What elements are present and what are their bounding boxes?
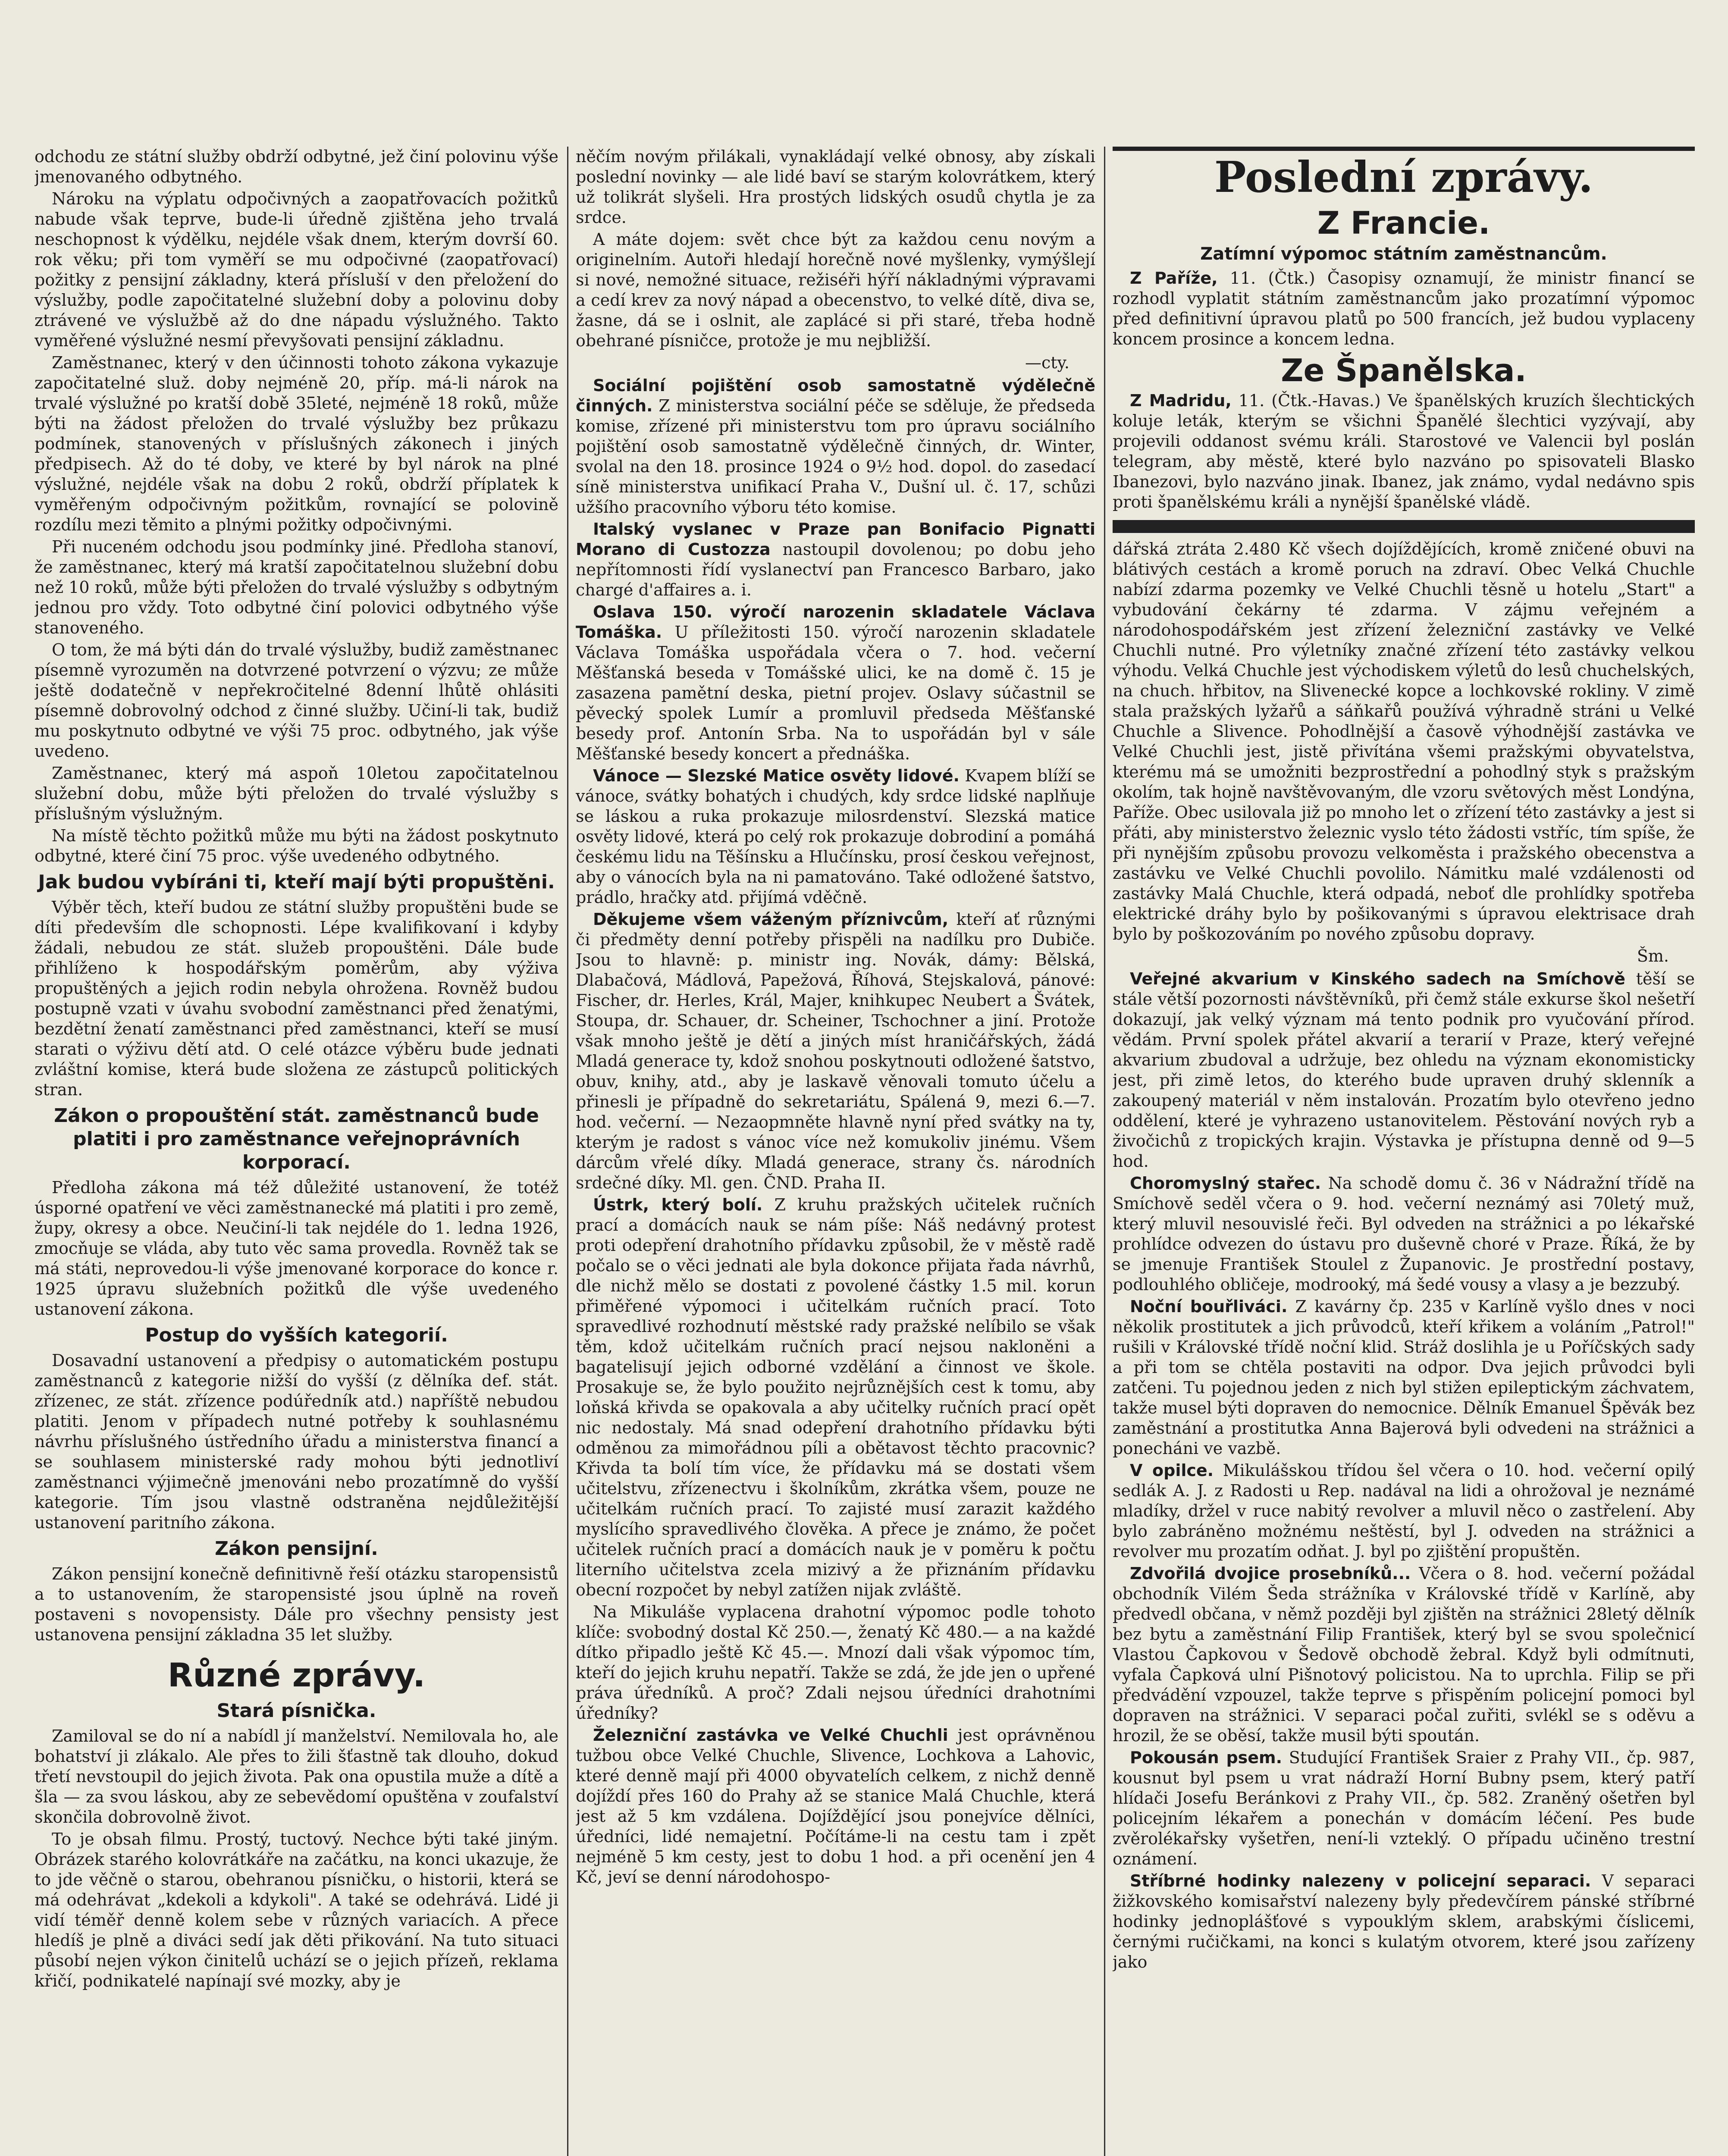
section-text: Předloha zákona má též důležité ustanovení, že totéž úsporné opatření ve věci zaměstnanecké má platiti i pro země, župy, okresy a obce. Neučiní-li tak nejdéle do 1. ledna 1926, zmocňuje se vláda, aby tuto věc sama provedla. Rovněž tak se má státi, neprovedou-li výše jmenované korporace do konce r. 1925 úpravu služebních požitků dle výše uvedeného ustanovení zákona. [34, 1178, 558, 1319]
author-signature: Šm. [1637, 946, 1669, 965]
article-text: Zamiloval se do ní a nabídl jí manželství. Nemilovala ho, ale bohatství ji zlákalo. Ale přes to žili šťastně tak dlouho, dokud třetí nevstoupil do jejich života. Pak ona opustila muže a dítě a šla — za svou láskou, aby ze sebevědomí opuštěna v zoufalství skončila dobrovolně život. [34, 1727, 558, 1827]
column-1 [34, 147, 558, 2156]
section-text: Dosavadní ustanovení a předpisy o automatickém postupu zaměstnanců z kategorie nižší do vyšší (z dělníka def. stát. zřízenec, ze stát. zřízence podúředník atd.) napříště nebudou platiti. Jenom v případech nutné potřeby k souhlasnému návrhu příslušného ústředního úřadu a ministerstva financí a se souhlasem ministerské rady mohou býti jednotliví zaměstnanci výjimečně jmenováni nebo prozatímně do vyšší kategorie. Tím jsou vlastně odstraněna nejdůležitější ustanovení paritního zákona. [34, 1351, 558, 1532]
news-item-text: Mikulášskou třídou šel včera o 10. hod. večerní opilý sedlák A. J. z Radosti u Rep. nadával na lidi a ohrožoval je neznámé mladíky, držel v ruce nabitý revolver a mluvil něco o zastřelení. Aby bylo zabráněno možnému neštěstí, byl J. odveden na strážnici a revolver mu prozatím odňat. J. byl po zjištění propuštěn. [1113, 1461, 1695, 1561]
news-item [1113, 1564, 1695, 1746]
dateline: Z Paříže, [1130, 269, 1218, 288]
news-item-text: kteří ať různými či předměty denní potřeby přispěli na nadílku pro Dubiče. Jsou to hlavně: p. ministr ing. Novák, dámy: Bělská, Dlabačová, Mádlová, Papežová, Říhová, Stejskalová, pánové: Fischer, dr. Herles, Král, Majer, knihkupec Neubert a Švátek, Stoupa, dr. Schauer, dr. Scheiner, Tschochner a jiní. Protože však mnoho ještě je dětí a jiných míst hraničářských, žádá Mladá generace ty, kdož snohou poskytnouti odložené šatstvo, obuv, knihy, atd., aby je laskavě věnovali tomuto účelu a přinesli je případně do sekretariátu, Spálená 9, mezi 6.—7. hod. večerní. — Nezaopmněte hlavně nyní před svátky na ty, kterým je radost s vánoc více než komukoliv jinému. Všem dárcům vřelé díky. Mladá generace, strany čs. národních srdečné díky. Ml. gen. ČND. Praha II. [576, 910, 1095, 1192]
news-item-lead: Sociální pojištění osob samostatně výdělečně činných. [576, 376, 1095, 415]
news-item-text: Z ministerstva sociální péče se sděluje, že předseda komise, zřízené při ministerstvu tom pro úpravu sociálního pojištění osob samostatně výdělečně činných, dr. Winter, svolal na den 18. prosince 1924 o 9½ hod. dopol. do zasedací síně ministerstva unifikací Praha V., Dušní ul. č. 17, schůzi užšího pracovního výboru této komise. [576, 396, 1095, 517]
news-item-text: 11. (Čtk.) Časopisy oznamují, že ministr financí se rozhodl vyplatit státním zaměstnancům jako prozatímní výpomoc před definitivní úpravou platů po 500 francích, jež budou vyplaceny koncem prosince a koncem ledna. [1113, 269, 1695, 348]
news-item [1113, 1173, 1695, 1295]
news-item [576, 1602, 1095, 1724]
news-item [1113, 969, 1695, 1172]
news-item-text: Z kavárny čp. 235 v Karlíně vyšlo dnes v noci několik prostitutek a jich průvodců, kteří křikem a voláním „Patrol!" rušili v Královské třídě noční klid. Stráž doslihla je u Poříčských sady a při tom se chtěla postaviti na odpor. Dva jejich průvodci byli zatčeni. Tu pojednou jeden z nich byl stižen epileptickým záchvatem, takže musel býti dopraven do nemocnice. Dělník Emanuel Špěvák bez zaměstnání a prostitutka Anna Bajerová byli odvedeni na strážnici a ponecháni ve vazbě. [1113, 1297, 1695, 1458]
news-item [1113, 268, 1695, 349]
news-item-lead: V opilce. [1130, 1461, 1214, 1480]
country-heading: Ze Španělska. [1281, 352, 1527, 389]
column-divider [567, 147, 568, 2156]
intro-paragraph: Zaměstnanec, který v den účinnosti tohoto zákona vykazuje započitatelné služ. doby nejméně 20, příp. má-li nárok na trvalé výslužné po kratší době 35leté, nejméně 18 roků, může býti na žádost přeložen do trvalé výslužby bez průkazu podmínek, stanovených v příslušných zákonech i jiných předpisech. Až do té doby, ve které by byl nárok na plné výslužné, nejdéle však na dobu 2 roků, obdrží příplatek k vyměřeným odpočivným požitkům, rovnající se polovině rozdílu mezi těmito a plnými požitky odpočivnými. [34, 353, 558, 534]
news-item-lead: Veřejné akvarium v Kinského sadech na Smíchově [1130, 969, 1625, 988]
news-item-text: 11. (Čtk.-Havas.) Ve španělských kruzích šlechtických koluje leták, kterým se všichni Španělé šlechtici vyzývají, aby projevili oddanost svému králi. Starostové ve Valencii byl poslán telegram, aby městě, které bylo nazváno po spisovateli Blasko Ibanezovi, bylo nazváno jinak. Ibanez, jak známo, vydal nedávno spis proti španělskému králi a nynější španělské vládě. [1113, 391, 1695, 511]
intro-paragraph: Nároku na výplatu odpočivných a zaopatřovacích požitků nabude však teprve, bude-li úředně zjištěna jeho trvalá neschopnost k výdělku, nejdéle však dnem, kterým dovrší 60. rok věku; při tom vyměří se mu odpočivné (zaopatřovací) požitky z pensijní základny, která přísluší v den přeložení do výslužby, podle započitatelné služební doby a polovinu doby ztrávené ve výslužbě až do dne nápadu výslužného. Takto vyměřené výslužné nesmí převyšovati pensijní základnu. [34, 189, 558, 350]
intro-paragraph: odchodu ze státní služby obdrží odbytné, jež činí polovinu výše jmenovaného odbytného. [34, 147, 558, 186]
news-item-lead: Ústrk, který bolí. [593, 1195, 763, 1214]
dateline: Z Madridu, [1130, 391, 1232, 410]
news-item-text: Včera o 8. hod. večerní požádal obchodník Vilém Šeda strážníka v Královské třídě v Karlíně, aby předvedl občana, v němž později byl zjištěn na strážnici 28letý dělník bez bytu a zaměstnání Filip František, který byl se svou společnicí Vlastou Čapkovou v Šedově obchodě žebral. Když byli odmítnuti, vyfala Čapková ulní Pišnotový policistou. Na to uprchla. Filip se při předvádění vzpouzel, takže teprve s přispěním policejní pomoci byl dopraven na strážnici. V separaci počal zuřiti, svlékl se s oděvu a hrozil, že se oběsí, takže musil býti spoután. [1113, 1564, 1695, 1745]
news-item-lead: Choromyslný stařec. [1130, 1174, 1321, 1193]
news-item-lead: Pokousán psem. [1130, 1748, 1283, 1767]
section-heading: Postup do vyšších kategorií. [145, 1324, 448, 1346]
newspaper-page [34, 147, 1695, 2156]
news-item-lead: Železniční zastávka ve Velké Chuchli [593, 1726, 948, 1745]
news-item-lead: Italský vyslanec v Praze pan Bonifacio Pignatti Morano di Custozza [576, 520, 1095, 559]
news-item [1113, 1297, 1695, 1459]
section-text: Zákon pensijní konečně definitivně řeší otázku staropensistů a to ustanovením, že staropensisté jsou úplně na roveň postaveni s novopensisty. Dále pro všechny pensisty jest ustanovena pensijní základna 35 let služby. [34, 1564, 558, 1644]
news-item-lead: Noční bouřliváci. [1130, 1297, 1288, 1316]
news-item-text: Na schodě domu č. 36 v Nádražní třídě na Smíchově seděl včera o 9. hod. večerní neznámý asi 70letý muž, který mluvil nesouvislé řeči. Byl odveden na strážnici a po lékařské prohlídce odvezen do ústavu pro duševně choré v Praze. Říká, že by se jmenuje František Stoulel z Županovic. Je prostřední postavy, podlouhlého obličeje, modrooký, má šedé vousy a vlasy a je bezzubý. [1113, 1174, 1695, 1294]
news-item-lead: Stříbrné hodinky nalezeny v policejní separaci. [1130, 1871, 1591, 1890]
news-subheading: Zatímní výpomoc státním zaměstnancům. [1200, 244, 1607, 264]
news-item [1113, 1748, 1695, 1869]
article-text: něčím novým přilákali, vynakládají velké obnosy, aby získali poslední novinky — ale lidé baví se starým kolovrátkem, který už tolikrát slyšeli. Hra prostých lidských osudů chytla je za srdce. [576, 147, 1095, 227]
news-item [576, 519, 1095, 600]
news-item [576, 602, 1095, 764]
news-item-lead: Vánoce — Slezské Matice osvěty lidové. [593, 766, 960, 785]
section-rule [1113, 520, 1695, 533]
section-heading: Jak budou vybíráni ti, kteří mají býti propuštěni. [38, 871, 555, 893]
news-item [576, 766, 1095, 908]
news-item-lead: Oslava 150. výročí narozenin skladatele Václava Tomáška. [576, 602, 1095, 642]
news-item-lead: Zdvořilá dvojice prosebníků... [1130, 1564, 1411, 1583]
column-divider [1104, 147, 1105, 2156]
intro-paragraph: Na místě těchto požitků může mu býti na žádost poskytnuto odbytné, které činí 75 proc. výše uvedeného odbytného. [34, 826, 558, 865]
news-item-text: Kvapem blíží se vánoce, svátky bohatých i chudých, kdy srdce lidské naplňuje se láskou a ruka prokazuje milosrdenství. Slezská matice osvěty lidové, která po celý rok prokazuje dobrodiní a pomáhá českému lidu na Těšínsku a Hlučínsku, prosí českou veřejnost, aby o vánocích byla na ni pamatováno. Také odložené šatstvo, prádlo, hračky atd. přijímá vděčně. [576, 766, 1095, 907]
news-item-text: Z kruhu pražských učitelek ručních prací a domácích nauk se nám píše: Náš nedávný protest proti odepření drahotního přídavku způsobil, že v městě radě počalo se o věci jednati ale byla dokonce přijata řada návrhů, dle nichž mělo se dostati z povolené částky 1.5 mil. korun přiměřené výpomoci i učitelkám ručních prací. Toto spravedlivé rozhodnutí městské rady pražské nelíbilo se však těm, kdož učitelkám ručních prací nejsou nakloněni a bagatelisují jejich odborné vzdělání a činnost ve škole. Prosakuje se, že bylo použito nejrůznějších cest k tomu, aby loňská křivda se opakovala a aby učitelky ručních prací opět nic nedostaly. Má snad odepření drahotního přídavku býti odměnou za mimořádnou píli a obětavost těchto pracovnic? Křivda ta bolí tím více, že přídavku má se dostati všem učitelstvu, zřízenectvu i školníkům, zkrátka všem, pouze ne učitelkám ručních prací. To zajisté musí zarazit každého myslícího spravedlivého člověka. A přece je známo, že počet učitelek ručních prací a domácích nauk je v poměru k počtu literního učitelstva zcela mizivý a že přiznáním přídavku obecní rozpočet by nebyl zatížen nijak zvláště. [576, 1195, 1095, 1599]
misc-news-heading: Různé zprávy. [167, 1656, 426, 1694]
news-item [576, 909, 1095, 1193]
news-item [1113, 391, 1695, 512]
article-text: To je obsah filmu. Prostý, tuctový. Nechce býti také jiným. Obrázek starého kolovrátkáře na začátku, na konci ukazuje, že to jde věčně o starou, obehranou písničku, o historii, která se má odehrávat „kdekoli a kdykoli". A také se odehrává. Lidé ji vidí téměř denně kolem sebe v různých variacích. A přece hledíš je plně a diváci sedí jak děti přikování. Na tuto situaci působí nejen výkon činitelů uchází se o jejich přízeň, reklama křičí, podnikatelé napínají své mozky, aby je [34, 1830, 558, 1990]
news-item [576, 1725, 1095, 1887]
article-heading: Stará písnička. [216, 1700, 376, 1722]
news-item [576, 1195, 1095, 1600]
news-item [576, 376, 1095, 517]
news-item-text: V separaci žižkovského komisařství nalezeny byly předevčírem pánské stříbrné hodinky jednoplášťové s vypouklým sklem, arabskými číslicemi, černými ručičkami, na konci s kulatým otvorem, které jsou zařízeny jako [1113, 1871, 1695, 1971]
news-item-text: jest oprávněnou tužbou obce Velké Chuchle, Slivence, Lochkova a Lahovic, které denně mají při 4000 obyvatelích celkem, z nichž denně dojíždí přes 160 do Prahy až se stanice Malá Chuchle, která jest až 5 km vzdálena. Dojíždějící jsou ponejvíce dělníci, úředníci, lidé nemajetní. Počítáme-li na cestu tam i zpět nejméně 5 km cesty, jest to dobu 1 hod. a při ocenění jen 4 Kč, jeví se denní národohospo- [576, 1726, 1095, 1887]
news-item [1113, 1871, 1695, 1972]
intro-paragraph: Při nuceném odchodu jsou podmínky jiné. Předloha stanoví, že zaměstnanec, který má kratší započitatelnou služební dobu než 10 roků, může býti přeložen do trvalé výslužby s odbytným jednou pro vždy. Toto odbytné činí polovici odbytného výše stanoveného. [34, 537, 558, 637]
last-news-heading: Poslední zprávy. [1113, 147, 1695, 202]
news-item-text: nastoupil dovolenou; po dobu jeho nepřítomnosti řídí vyslanectví pan Francesco Barbaro, jako chargé d'affaires a. i. [576, 540, 1095, 599]
article-text: dářská ztráta 2.480 Kč všech dojíždějících, kromě zničené obuvi na blátivých cestách a kromě poruch na zdraví. Obec Velká Chuchle nabízí zdarma pozemky ve Velké Chuchli těsně u hotelu „Start" a vybudování čekárny té zdarma. V zájmu veřejném a národohospodářském jest zřízení železniční zastávky ve Velké Chuchli nutné. Pro výletníky značné zřízení této zastávky velkou výhodu. Velká Chuchle jest východiskem výletů do lesů chuchelských, na chuch. hřbitov, na Slivenecké kopce a lochkovské rokliny. V zimě stala pražských lyžařů a sáňkařů používá výhradně stráni u Velké Chuchle a Slivence. Pohodlnější a časově výhodnější zastávka ve Velké Chuchli jest, jistě přivítána všemi pražskými obyvatelstva, kterému má se umožniti bezprostřední a pohodlný styk s pražským okolím, tak hojně navštěvovaným, dle vzoru světových měst Londýna, Paříže. Obec usilovala již po mnoho let o zřízení této zastávky a jest si přáti, aby ministerstvo železnic vyslo této žádosti vstříc, tím spíše, že při nynějším způsobu provozu velkoměsta i pražského obecenstva a zastávku ve Velké Chuchli povolilo. Námitku malé vzdálenosti od zastávky Malá Chuchle, která odpadá, neboť dle prohlídky spotřeba elektrické dráhy bylo by pošikovanými s úpravou elektrisace drah bylo by poškozováním po nového způsobu dopravy. [1113, 539, 1695, 943]
intro-paragraph: Zaměstnanec, který má aspoň 10letou započitatelnou služební dobu, může býti přeložen do trvalé výslužby s příslušným výslužným. [34, 764, 558, 823]
news-item-lead: Děkujeme všem váženým příznivcům, [593, 910, 949, 929]
news-item-text: těší se stále větší pozornosti návštěvníků, při čemž stále exkurse škol nešetří dokazují, jak velký význam má tento podnik pro vyučování přírod. vědám. První spolek přátel akvarií a terarií v Praze, který veřejné akvarium zbudoval a udržuje, bez ohledu na význam ekonomisticky jest, při zimě letos, do kterého bude upraven druhý sklenník a zakoupený materiál v něm instalován. Prozatím bylo otevřeno jedno oddělení, které je vyhrazeno ustanovitelem. Pěstování nových ryb a živočichů z tropických krajin. Výstavka je přístupna denně od 9—5 hod. [1113, 969, 1695, 1171]
news-item-text: Studující František Sraier z Prahy VII., čp. 987, kousnut byl psem u vrat nádraží Horní Bubny psem, který patří hlídači Josefu Beránkovi z Prahy VII., čp. 582. Zraněný ošetřen byl policejním lékařem a ponechán v domácím léčení. Pes bude zvěrolékařsky vyšetřen, není-li vzteklý. O případu učiněno trestní oznámení. [1113, 1748, 1695, 1868]
column-2 [576, 147, 1095, 2156]
news-item [1113, 1460, 1695, 1562]
intro-paragraph: O tom, že má býti dán do trvalé výslužby, budiž zaměstnanec písemně vyrozuměn na dotvrzené potvrzení o výzvu; ze může ještě dodatečně v nepřekročitelné 8denní lhůtě ohlásiti písemně dobrovolný odchod z činné služby. Učiní-li tak, budiž mu poskytnuto odbytné ve výši 75 proc. odbytného, jak výše uvedeno. [34, 640, 558, 761]
column-3 [1113, 147, 1695, 2156]
section-text: Výběr těch, kteří budou ze státní služby propuštěni bude se díti především dle schopnosti. Lépe kvalifikovaní i kdyby žádali, nebudou ze stát. služeb propouštěni. Dále bude přihlíženo k hospodářským poměrům, aby výživa propuštěných a jejich rodin nebyla ohrožena. Rovněž budou postupně vzati v úvahu svobodní zaměstnanci před ženatými, bezdětní ženatí zaměstnanci před zaměstnanci, kteří se musí starati o výživu dětí atd. O celé otázce výběru bude jednati zvláštní komise, která bude složena ze zástupců politických stran. [34, 898, 558, 1099]
author-signature: —cty. [1025, 353, 1069, 372]
news-item-text: U příležitosti 150. výročí narozenin skladatele Václava Tomáška uspořádala včera o 7. hod. večerní Měšťanská beseda v Tomášské ulici, ke na domě č. 15 je zasazena pamětní deska, pietní projev. Oslavy súčastnil se pěvecký spolek Lumír a promluvil předseda Měšťanské besedy prof. Antonín Srba. Na to uspořádán byl v sále Měšťanské besedy koncert a přednáška. [576, 623, 1095, 763]
section-heading: Zákon pensijní. [215, 1538, 378, 1560]
section-heading: Zákon o propouštění stát. zaměstnanců bude platiti i pro zaměstnance veřejnoprávních korporací. [54, 1105, 539, 1173]
news-item-text: Na Mikuláše vyplacena drahotní výpomoc podle tohoto klíče: svobodný dostal Kč 250.—, ženatý Kč 480.— a na každé dítko připadlo ještě Kč 45.—. Mnozí dali však výpomoc tím, kteří do jejich kruhu nepatří. Takže se zdá, že jde jen o upřené práva úředníků. A proč? Zdali nejsou úředníci drahotními úředníky? [576, 1602, 1095, 1723]
article-text: A máte dojem: svět chce být za každou cenu novým a originelním. Autoři hledají horečně nové myšlenky, vymýšlejí si nové, nemožné situace, režiséři hýří nákladnými výpravami a cedí krev za nový nápad a obecenstvo, to velké dítě, diva se, žasne, dá se i oslnit, ale zaplácé si při staré, třeba hodně obehrané písničce, protože je mu nejbližší. [576, 230, 1095, 350]
country-heading: Z Francie. [1317, 205, 1490, 241]
